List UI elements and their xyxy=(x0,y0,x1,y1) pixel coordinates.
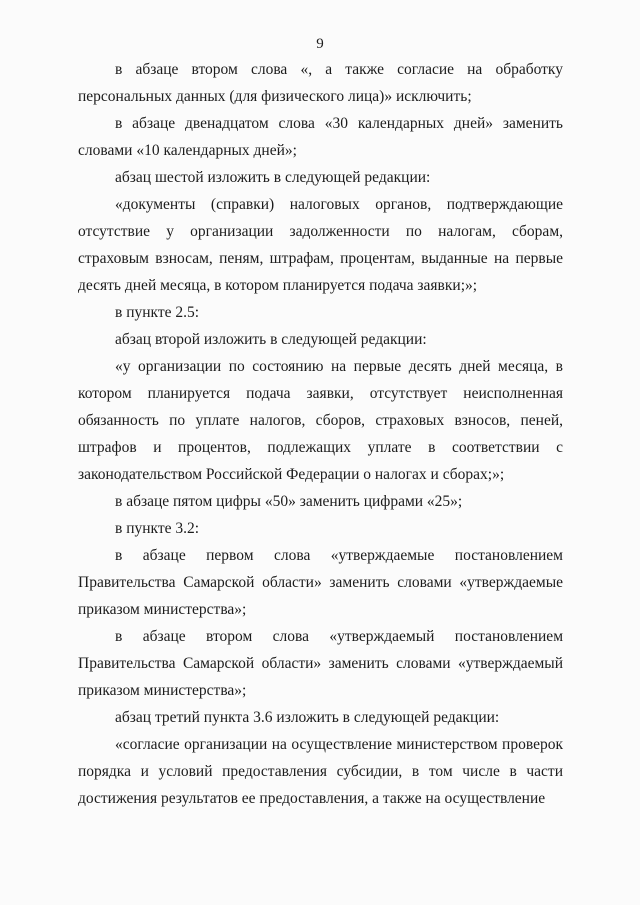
paragraph-7: «у организации по состоянию на первые десять дней месяца, в котором планируется подача заявки, отсутствует неисполненная обязанность по уплате налогов, сборов, страховых взносов, пеней, штрафов и процентов, подлежащих уплате в соответствии с законодательством Российской Федерации о налогах и сборах;»; xyxy=(78,358,563,483)
paragraph-8: в абзаце пятом цифры «50» заменить цифрами «25»; xyxy=(115,493,463,510)
paragraph-10: в абзаце первом слова «утверждаемые постановлением Правительства Самарской области» заменить словами «утверждаемые приказом министерства»; xyxy=(78,547,563,618)
paragraph-4: «документы (справки) налоговых органов, подтверждающие отсутствие у организации задолженности по налогам, сборам, страховым взносам, пеням, штрафам, процентам, выданные на первые десять дней месяца, в котором планируется подача заявки;»; xyxy=(78,196,563,294)
document-body xyxy=(78,56,563,812)
paragraph-12: абзац третий пункта 3.6 изложить в следующей редакции: xyxy=(115,709,500,726)
paragraph-2: в абзаце двенадцатом слова «30 календарных дней» заменить словами «10 календарных дней»; xyxy=(78,115,563,159)
paragraph-5: в пункте 2.5: xyxy=(115,304,200,321)
paragraph-9: в пункте 3.2: xyxy=(115,520,200,537)
page-number: 9 xyxy=(316,36,324,52)
paragraph-1: в абзаце втором слова «, а также согласие на обработку персональных данных (для физического лица)» исключить; xyxy=(78,61,563,105)
paragraph-13: «согласие организации на осуществление министерством проверок порядка и условий предоставления субсидии, в том числе в части достижения результатов ее предоставления, а также на осуществление xyxy=(78,736,563,807)
paragraph-3: абзац шестой изложить в следующей редакции: xyxy=(115,169,431,186)
paragraph-6: абзац второй изложить в следующей редакции: xyxy=(115,331,427,348)
paragraph-11: в абзаце втором слова «утверждаемый постановлением Правительства Самарской области» заменить словами «утверждаемый приказом министерства»; xyxy=(78,628,563,699)
